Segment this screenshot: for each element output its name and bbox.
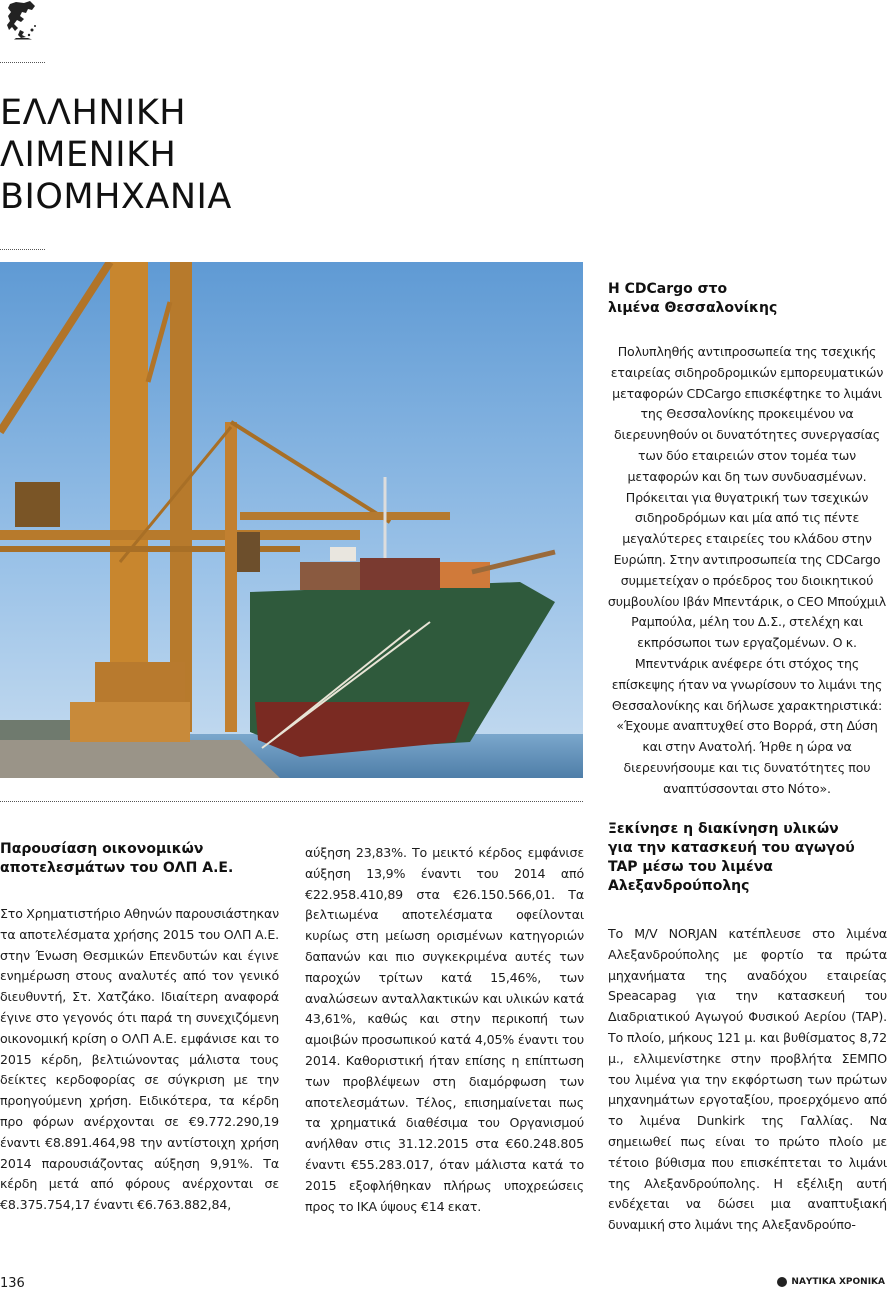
magazine-name-text: ΝΑΥΤΙΚΑ ΧΡΟΝΙΚΑ xyxy=(791,1277,885,1287)
article-text: αύξηση 23,83%. Το μεικτό κέρδος εμφάνισε αύξηση 13,9% έναντι του 2014 από €22.958.410,89 στα €26.150.566,01. Τα βελτιωμένα αποτελέσματα οφείλονται κυρίως στη μείωση ορισμένων κατηγοριών δαπανών και πιο συγκεκριμένα αυτές των παροχών τρίτων κατά 15,46%, των αναλώσεων ανταλλακτικών και υλικών κατά 43,61%, καθώς και στην περικοπή των αμοιβών προσωπικού κατά 4,05% έναντι του 2014. Καθοριστική ήταν επίσης η επίπτωση των προβλέψεων στη διαμόρφωση των αποτελεσμάτων. Τέλος, επισημαίνεται πως τα χρηματικά διαθέσιμα του Οργανισμού ανήλθαν στις 31.12.2015 στα €60.248.805 έναντι €55.283.017, όταν μάλιστα κατά το 2015 εξοφλήθηκαν πλήρως υποχρεώσεις προς το ΙΚΑ ύψους €14 εκατ. xyxy=(305,845,584,1214)
section-title-line: ΛΙΜΕΝΙΚΗ xyxy=(0,135,177,175)
section-title-line: ΒΙΟΜΗΧΑΝΙΑ xyxy=(0,177,232,217)
magazine-logo-icon xyxy=(777,1277,787,1287)
page-number: 136 xyxy=(0,1276,25,1291)
divider xyxy=(0,801,583,802)
greece-map-icon xyxy=(2,0,40,40)
section-title-line: ΕΛΛΗΝΙΚΗ xyxy=(0,93,187,133)
magazine-name xyxy=(777,1277,885,1287)
article-heading: Ξεκίνησε η διακίνηση υλικών για την κατασκευή του αγωγού TAP μέσω του λιμένα Αλεξανδρούπολης xyxy=(608,821,855,894)
article-text: Το M/V NORJAN κατέπλευσε στο λιμένα Αλεξανδρούπολης με φορτίο τα πρώτα μηχανήματα της αναδόχου εταιρείας Speacapag για την κατασκευή του Διαδριατικού Αγωγού Φυσικού Αερίου (TAP). Το πλοίο, μήκους 121 μ. και βυθίσματος 8,72 μ., ελλιμενίστηκε στην προβλήτα ΣΕΜΠΟ του λιμένα για την εκφόρτωση των πρώτων μηχανημάτων εργοταξίου, προερχόμενο από το λιμένα Dunkirk της Γαλλίας. Να σημειωθεί πως είναι το πρώτο πλοίο με τέτοιο βύθισμα που επισκέπτεται το λιμάνι της Αλεξανδρούπολης. Η εξέλιξη αυτή ενδέχεται να δώσει μια αναπτυξιακή δυναμική στο λιμάνι της Αλεξανδρούπο- xyxy=(608,926,887,1233)
divider xyxy=(0,62,45,63)
article-heading: Η CDCargo στο λιμένα Θεσσαλονίκης xyxy=(608,281,778,316)
article-text: Πολυπληθής αντιπροσωπεία της τσεχικής εταιρείας σιδηροδρομικών εμπορευματικών μεταφορών CDCargo επισκέφτηκε το λιμάνι της Θεσσαλονίκης προκειμένου να διερευνηθούν οι δυνατότητες συνεργασίας των δύο εταιρειών στον τομέα των μεταφορών και δη των συνδυασμένων. Πρόκειται για θυγατρική των τσεχικών σιδηροδρόμων και μία από τις πέντε μεγαλύτερες εταιρείες του κλάδου στην Ευρώπη. Στην αντιπροσωπεία της CDCargo συμμετείχαν ο πρόεδρος του διοικητικού συμβουλίου Ιβάν Μπεντάρικ, ο CEO Μπούχμιλ Ραμπούλα, μέλη του Δ.Σ., στελέχη και εκπρόσωποι των εργαζομένων. Ο κ. Μπεντνάρικ ανέφερε ότι στόχος της επίσκεψης ήταν να γνωρίσουν το λιμάνι της Θεσσαλονίκης και δήλωσε χαρακτηριστικά: «Έχουμε αναπτυχθεί στο Βορρά, στη Δύση και στην Ανατολή. Ήρθε η ώρα να διερευνήσουμε και τις δυνατότητες που αναπτύσσονται στο Νότο». xyxy=(607,344,887,796)
section-title xyxy=(0,92,232,218)
divider xyxy=(0,249,45,250)
article-heading: Παρουσίαση οικονομικών αποτελεσμάτων του ΟΛΠ Α.Ε. xyxy=(0,841,234,876)
article-text: Στο Χρηματιστήριο Αθηνών παρουσιάστηκαν τα αποτελέσματα χρήσης 2015 του ΟΛΠ Α.Ε. στην Ένωση Θεσμικών Επενδυτών και έγινε ενημέρωση στους αναλυτές από τον γενικό διευθυντή, Στ. Χατζάκο. Ιδιαίτερη αναφορά έγινε στο γεγονός ότι παρά τη συνεχιζόμενη οικονομική κρίση ο ΟΛΠ Α.Ε. εμφάνισε και το 2015 κέρδη, βελτιώνοντας μάλιστα τους δείκτες κερδοφορίας σε σύγκριση με την προηγούμενη χρήση. Ειδικότερα, τα κέρδη προ φόρων ανέρχονται σε €9.772.290,19 έναντι €8.891.464,98 την αντίστοιχη χρήση 2014 παρουσιάζοντας αύξηση 9,91%. Τα κέρδη μετά από φόρους ανέρχονται σε €8.375.754,17 έναντι €6.763.882,84, xyxy=(0,906,279,1213)
cargo-ship-port-photo xyxy=(0,262,583,778)
